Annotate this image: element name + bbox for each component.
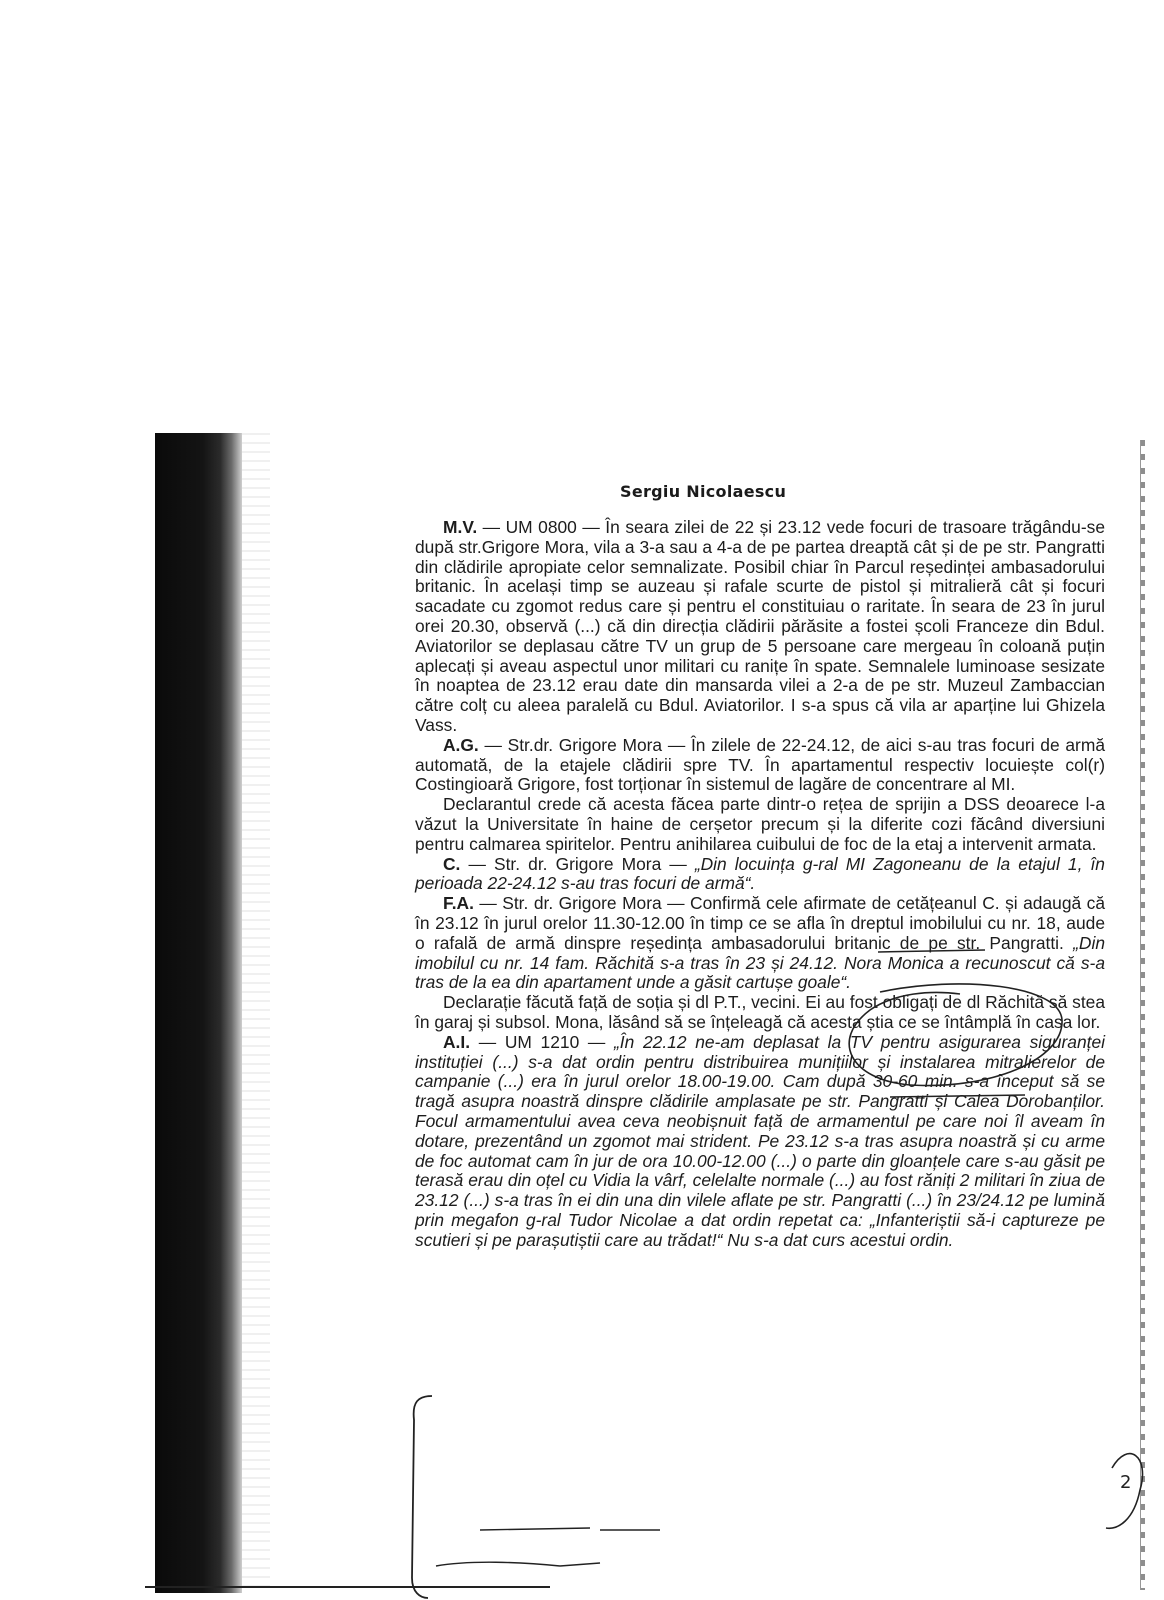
handwritten-page-mark: 2 [1120, 1472, 1132, 1493]
paragraph-declaratie [415, 993, 1105, 1033]
paragraph-text: — UM 1210 — [470, 1031, 615, 1052]
speaker-label: A.G. [443, 734, 479, 755]
paragraph-c [415, 855, 1105, 895]
bottom-rule [145, 1586, 550, 1588]
speaker-label: F.A. [443, 893, 474, 914]
paragraph-quote: „În 22.12 ne-am deplasat la TV pentru asigurarea siguranței instituției (...) s-a dat ordin pentru distribuirea munițiilor și instalarea mitralierelor de campanie (...) era în jurul orelor 18.00-19.00. Cam după 30-60 min. s-a început să se tragă asupra noastră dinspre clădirile amplasate pe str. Pangratti și Calea Dorobanților. Focul armamentului avea ceva neobișnuit față de armamentul pe care noi îl aveam în dotare, prezentând un zgomot mai strident. Pe 23.12 s-a tras asupra noastră și cu arme de foc automat cam în jur de ora 10.00-12.00 (...) o parte din gloanțele care s-au găsit pe terasă erau din oțel cu Vidia la vârf, celelalte normale (...) au fost răniți 2 militari în ziua de 23.12 (...) s-a tras în ei din una din vilele aflate pe str. Pangratti (...) în 23/24.12 pe lumină prin megafon g-ral Tudor Nicolae a dat ordin repetat ca: „Infanteriștii să-i captureze pe scutieri și pe parașutiștii care au trădat!“ Nu s-a dat curs acestui ordin. [415, 1031, 1105, 1250]
paragraph-text: Declarație făcută față de soția și dl P.T., vecini. Ei au fost obligați de dl Răchită să stea în garaj și subsol. Mona, lăsând să se înțeleagă că acesta știa ce se întâmplă în casa lor. [415, 992, 1105, 1032]
paragraph-mv [415, 518, 1105, 736]
paragraph-text: — Str.dr. Grigore Mora — În zilele de 22-24.12, de aici s-au tras focuri de armă automată, de la etajele clădirii spre TV. În apartamentul respectiv locuiește col(r) Costingioară Grigore, fost torționar în sistemul de lagăre de concentrare al MI. [415, 734, 1105, 795]
hand-underline-mark [480, 1528, 590, 1530]
body-text [415, 518, 1105, 1250]
speaker-label: A.I. [443, 1031, 471, 1052]
paragraph-fa [415, 894, 1105, 993]
page-right-edge [1140, 440, 1145, 1590]
paragraph-ag [415, 736, 1105, 795]
scan-binding-noise [242, 433, 270, 1593]
hand-underline-mark [436, 1562, 560, 1566]
hand-bracket-mark [412, 1396, 432, 1598]
paragraph-text: — Str. dr. Grigore Mora — [460, 853, 695, 874]
speaker-label: C. [443, 853, 461, 874]
paragraph-text: Declarantul crede că acesta făcea parte dintr-o rețea de sprijin a DSS deoarece l-a văzut la Universitate în haine de cerșetor precum și la diferite cozi făcând diversiuni pentru calmarea spiritelor. Pentru anihilarea cuibului de foc de la etaj a intervenit armata. [415, 794, 1105, 854]
paragraph-text: — UM 0800 — În seara zilei de 22 și 23.12 vede focuri de trasoare trăgându-se după str.Grigore Mora, vila a 3-a sau a 4-a de pe partea dreaptă cât și de pe str. Pangratti din clădirile apropiate celor semnalizate. Posibil chiar în Parcul reședinței ambasadorului britanic. În același timp se auzeau și rafale scurte de pistol și mitralieră cât și focuri sacadate cu zgomot redus care și pentru el constituiau o raritate. În seara de 23 în jurul orei 20.30, observă (...) că din direcția clădirii părăsite a fostei școli Franceze din Bdul. Aviatorilor se deplasau către TV un grup de 5 persoane care mergeau în coloană puțin aplecați și aveau aspectul unor militari cu ranițe în spate. Semnalele luminoase sesizate în noaptea de 23.12 erau date din mansarda vilei a 2-a de pe str. Muzeul Zambaccian către colț cu aleea paralelă cu Bdul. Aviatorilor. I s-a spus că vila ar aparține lui Ghizela Vass. [415, 517, 1105, 735]
paragraph-quote: „Din imobilul cu nr. 14 fam. Răchită s-a tras în 23 și 24.12. Nora Monica a recunoscut că s-a tras de la ea din apartament unde a găsit cartușe goale“. [415, 932, 1105, 993]
scan-binding-shadow [155, 433, 242, 1593]
paragraph-text: — Str. dr. Grigore Mora — Confirmă cele afirmate de cetățeanul C. și adaugă că în 23.12 în jurul orelor 11.30-12.00 în timp ce se afla în dreptul imobilului cu nr. 18, aude o rafală de armă dinspre reședința ambasadorului britanic de pe str. Pangratti. [415, 893, 1105, 953]
paragraph-declarant [415, 795, 1105, 854]
paragraph-quote: „Din locuința g-ral MI Zagoneanu de la etajul 1, în perioada 22-24.12 s-au tras focuri de armă“. [415, 853, 1105, 894]
paragraph-ai [415, 1033, 1105, 1251]
running-header: Sergiu Nicolaescu [620, 482, 787, 501]
hand-underline-mark [560, 1563, 600, 1566]
speaker-label: M.V. [443, 517, 478, 537]
